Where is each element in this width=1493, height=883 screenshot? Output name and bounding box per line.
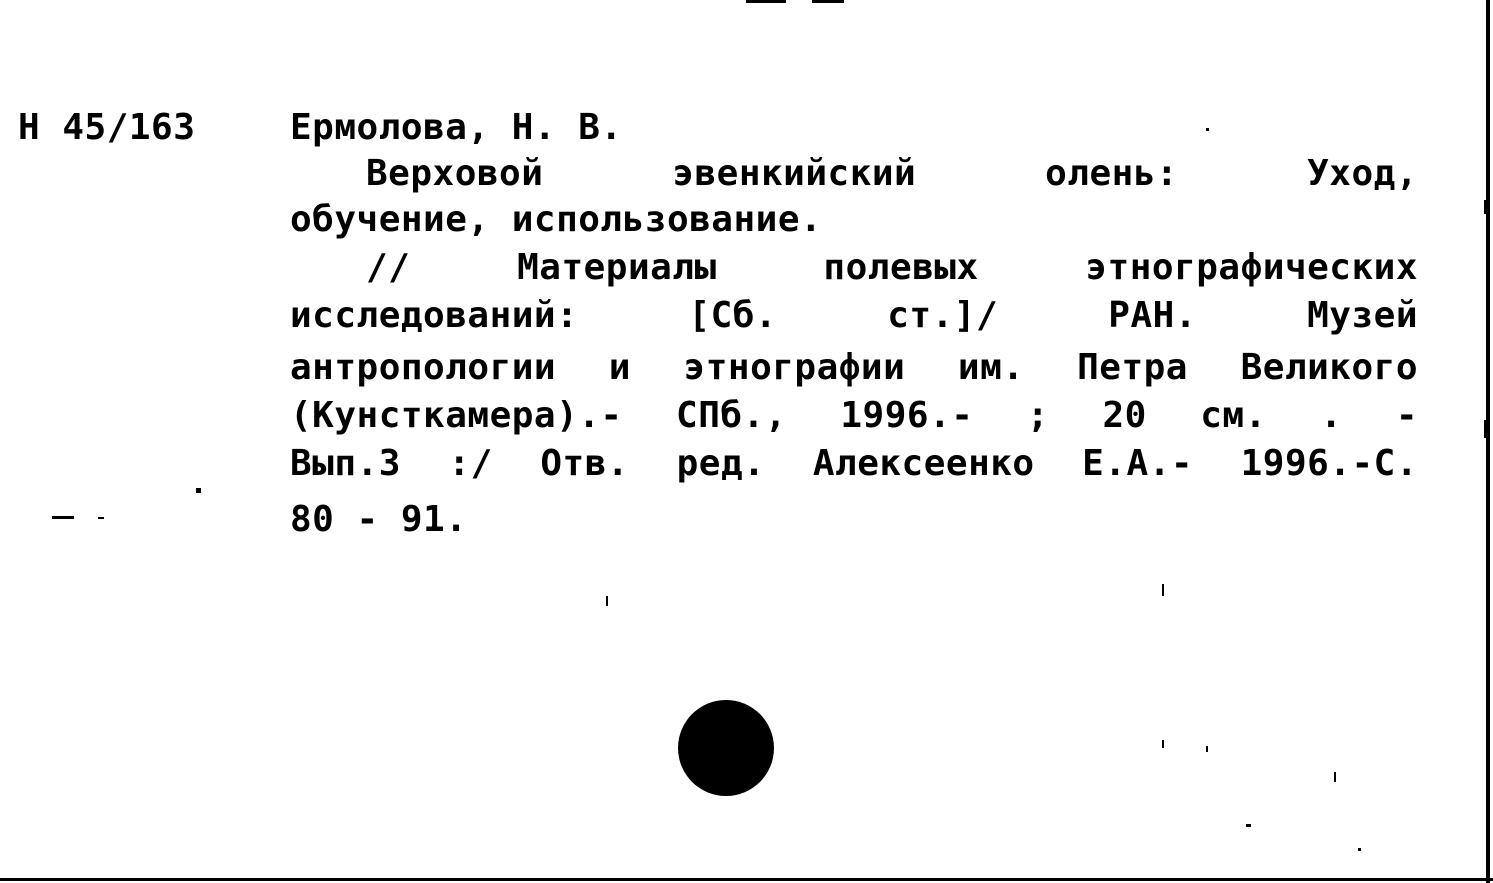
scan-speck	[1206, 746, 1208, 752]
series-line: антропологии и этнографии им. Петра Великого	[290, 347, 1418, 388]
scan-speck	[1246, 824, 1251, 827]
card-top-mark	[746, 0, 786, 3]
title-line: Верховой эвенкийский олень: Уход,	[366, 153, 1418, 194]
card-bottom-edge	[0, 878, 1493, 881]
card-top-mark	[812, 0, 844, 3]
scan-speck	[1484, 200, 1486, 214]
shelfmark: Н 45/163	[18, 107, 196, 148]
scan-speck	[52, 516, 74, 519]
series-line: // Материалы полевых этнографических	[366, 247, 1418, 288]
series-line: исследований: [Сб. ст.]/ РАН. Музей	[290, 295, 1418, 336]
scan-speck	[1334, 772, 1336, 782]
scan-speck	[196, 488, 201, 493]
scan-speck	[1206, 128, 1209, 131]
scan-speck	[1162, 740, 1164, 748]
scan-speck	[1484, 420, 1486, 438]
punch-hole	[678, 700, 774, 796]
card-right-edge	[1486, 0, 1490, 883]
scan-speck	[606, 596, 608, 606]
author-heading: Ермолова, Н. В.	[290, 107, 623, 148]
scan-speck	[1358, 848, 1361, 851]
series-line: (Кунсткамера).- СПб., 1996.- ; 20 см. . -	[290, 395, 1418, 436]
scan-speck	[1162, 584, 1164, 596]
scan-speck	[98, 517, 104, 519]
title-line: обучение, использование.	[290, 199, 823, 240]
page-range: 80 - 91.	[290, 499, 468, 540]
series-line: Вып.3 :/ Отв. ред. Алексеенко Е.А.- 1996.-С.	[290, 443, 1418, 484]
